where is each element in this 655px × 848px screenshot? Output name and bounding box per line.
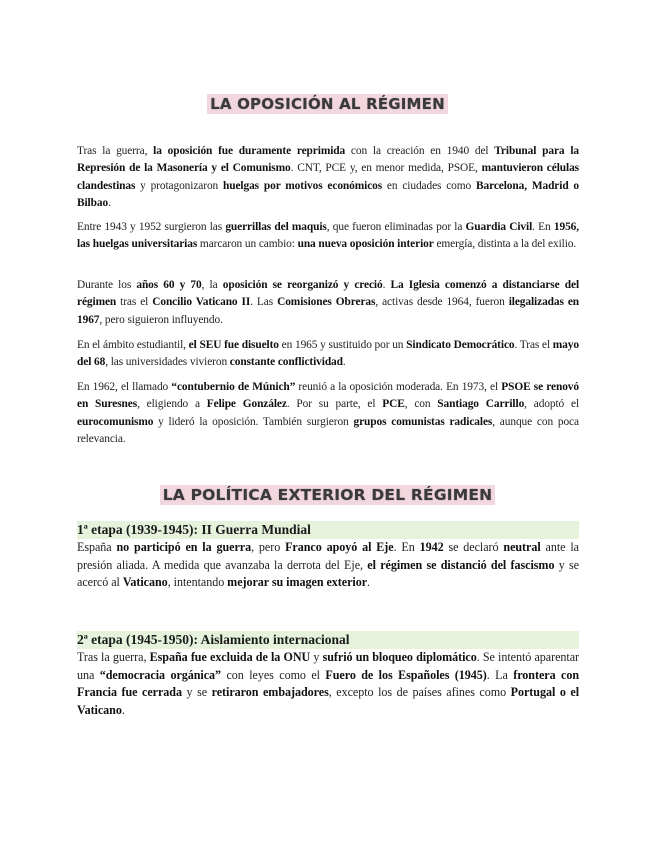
bold-text: Franco apoyó al Eje: [285, 540, 394, 554]
text-run: con la creación en 1940 del: [345, 145, 495, 157]
bold-text: mejorar su imagen exterior: [227, 575, 368, 589]
paragraph: [77, 379, 579, 448]
text-run: .: [367, 575, 371, 589]
text-run: .: [342, 356, 346, 369]
bold-text: una nueva oposición interior: [297, 238, 434, 251]
text-run: , con: [404, 398, 438, 411]
text-run: , las universidades vivieron: [105, 356, 230, 369]
bold-text: grupos comunistas radicales: [353, 415, 493, 428]
text-run: , intentando: [167, 575, 228, 589]
bold-text: huelgas por motivos económicos: [223, 179, 383, 192]
text-run: . En: [532, 221, 554, 233]
bold-text: Santiago Carrillo: [437, 398, 525, 411]
text-run: . CNT, PCE y, en menor medida, PSOE,: [290, 162, 482, 175]
text-run: . En: [393, 540, 420, 554]
text-run: marcaron un cambio:: [197, 238, 298, 251]
text-run: , adoptó el: [524, 398, 580, 411]
text-run: .: [121, 702, 125, 717]
bold-text: “democracia orgánica”: [99, 667, 222, 682]
bold-text: Comisiones Obreras: [277, 296, 376, 309]
bold-text: no participó en la guerra: [116, 540, 252, 554]
text-run: ante la presión aliada. A medida que avanzaba la derrota del Eje,: [77, 540, 579, 572]
paragraph: [77, 219, 579, 254]
text-run: , excepto los de países afines como: [328, 685, 511, 699]
text-run: . Tras el: [514, 339, 553, 351]
text-run: .: [108, 196, 111, 209]
bold-text: oposición se reorganizó y creció: [222, 279, 383, 291]
text-run: , aunque con poca relevancia.: [77, 415, 579, 445]
text-run: con leyes como el: [221, 667, 326, 682]
text-run: y se: [181, 685, 212, 699]
bold-text: Sindicato Democrático: [406, 339, 515, 351]
text-run: , activas desde 1964, fueron: [375, 296, 509, 309]
text-run: Entre 1943 y 1952 surgieron las: [77, 221, 226, 233]
section-title-text: LA OPOSICIÓN AL RÉGIMEN: [207, 94, 448, 114]
bold-text: Felipe González: [206, 398, 287, 411]
bold-text: sufrió un bloqueo diplomático: [322, 650, 477, 664]
text-run: , la: [201, 279, 223, 291]
text-run: . Las: [250, 296, 278, 309]
bold-text: Barcelona, Madrid o Bilbao: [77, 179, 580, 209]
text-run: y: [310, 650, 323, 664]
text-run: y lideró la oposición. También surgieron: [153, 415, 354, 428]
section-title-text: LA POLÍTICA EXTERIOR DEL RÉGIMEN: [160, 485, 496, 505]
text-run: se declaró: [443, 540, 504, 554]
text-run: en ciudades como: [382, 179, 476, 192]
text-run: . Por su parte, el: [286, 398, 383, 411]
bold-text: Portugal o el Vaticano: [77, 685, 580, 717]
text-run: . La: [486, 667, 514, 682]
bold-text: ilegalizadas en 1967: [77, 296, 580, 326]
text-run: España: [77, 540, 117, 554]
text-run: En 1962, el llamado: [77, 381, 172, 393]
paragraph: [77, 337, 579, 372]
bold-text: mantuvieron células clandestinas: [77, 162, 579, 192]
bold-text: retiraron embajadores: [211, 685, 329, 699]
section-title-foreign-policy: [0, 485, 655, 505]
bold-text: Concilio Vaticano II: [152, 296, 251, 309]
bold-text: años 60 y 70: [136, 279, 202, 291]
text-run: En el ámbito estudiantil,: [77, 339, 189, 351]
text-run: , eligiendo a: [137, 398, 207, 411]
section-title-opposition: [0, 94, 655, 114]
bold-text: la oposición fue duramente reprimida: [153, 145, 346, 157]
text-run: . Se intentó aparentar una: [77, 650, 580, 682]
text-run: reunió a la oposición moderada. En 1973, el: [295, 381, 502, 393]
bold-text: “contubernio de Múnich”: [171, 381, 296, 393]
bold-text: Vaticano: [122, 575, 168, 589]
bold-text: España fue excluida de la ONU: [149, 650, 311, 664]
paragraph: [77, 649, 579, 719]
bold-text: el SEU fue disuelto: [188, 339, 279, 351]
text-run: emergía, distinta a la del exilio.: [433, 238, 577, 251]
stage-heading: 1ª etapa (1939-1945): II Guerra Mundial: [77, 521, 579, 539]
bold-text: el régimen se distanció del fascismo: [367, 557, 555, 572]
bold-text: Tribunal para la Represión de la Masonería y el Comunismo: [77, 145, 579, 175]
bold-text: eurocomunismo: [77, 415, 154, 428]
text-run: , pero: [251, 540, 286, 554]
paragraph: [77, 539, 579, 592]
text-run: y se acercó al: [77, 557, 579, 589]
bold-text: frontera con Francia fue cerrada: [77, 667, 580, 699]
stage-heading: 2ª etapa (1945-1950): Aislamiento internacional: [77, 631, 579, 649]
text-run: Tras la guerra,: [77, 650, 150, 664]
bold-text: Fuero de los Españoles (1945): [325, 667, 487, 682]
bold-text: La Iglesia comenzó a distanciarse del régimen: [77, 279, 580, 309]
paragraph: [77, 277, 579, 329]
paragraph: [77, 143, 579, 212]
bold-text: guerrillas del maquis: [225, 221, 327, 233]
bold-text: PSOE se renovó en Suresnes: [77, 381, 579, 411]
bold-text: constante conflictividad: [229, 356, 343, 369]
bold-text: Guardia Civil: [465, 221, 533, 233]
text-run: y protagonizaron: [135, 179, 223, 192]
text-run: .: [382, 279, 391, 291]
text-run: tras el: [116, 296, 153, 309]
bold-text: mayo del 68: [77, 339, 579, 369]
bold-text: 1956, las huelgas universitarias: [77, 221, 580, 251]
text-run: Durante los: [77, 279, 137, 291]
bold-text: PCE: [382, 398, 405, 411]
bold-text: 1942: [419, 540, 444, 554]
text-run: , pero siguieron influyendo.: [99, 313, 223, 326]
text-run: en 1965 y sustituido por un: [278, 339, 407, 351]
bold-text: neutral: [503, 540, 541, 554]
text-run: Tras la guerra,: [77, 145, 154, 157]
text-run: , que fueron eliminadas por la: [326, 221, 466, 233]
